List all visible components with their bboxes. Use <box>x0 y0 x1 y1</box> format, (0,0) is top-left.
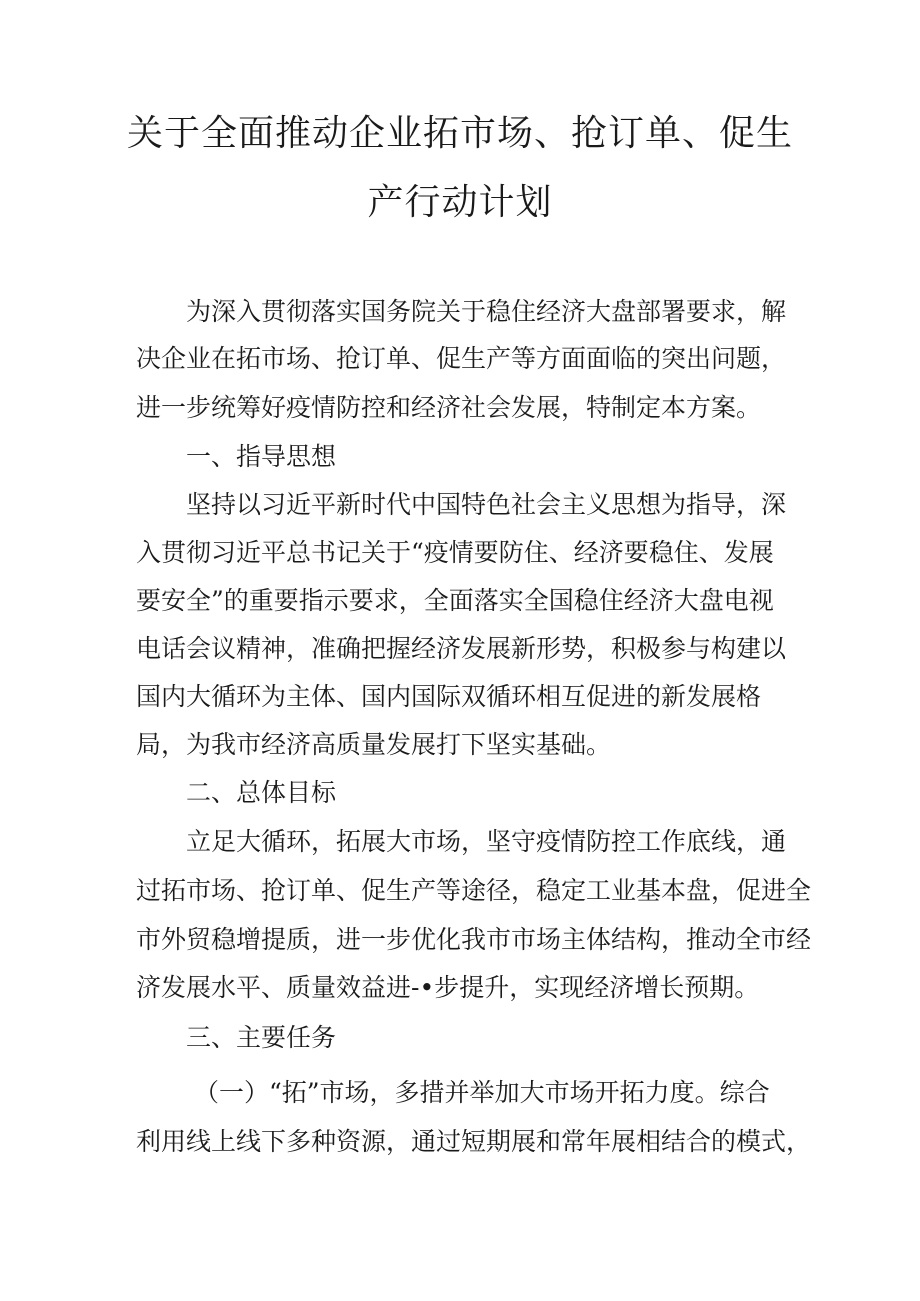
document-title-line-2: 产行动计划 <box>367 182 553 223</box>
paragraph-line: 电话会议精神，准确把握经济发展新形势，积极参与构建以 <box>136 634 787 663</box>
paragraph-line: 局，为我市经济高质量发展打下坚实基础。 <box>136 730 612 759</box>
paragraph-line: 进一步统筹好疫情防控和经济社会发展，特制定本方案。 <box>136 393 762 422</box>
section-heading: 一、指导思想 <box>186 442 337 471</box>
paragraph-line: 济发展水平、质量效益进-•步提升，实现经济增长预期。 <box>136 973 760 1002</box>
paragraph-line: 立足大循环，拓展大市场，坚守疫情防控工作底线，通 <box>186 827 787 856</box>
document-title-line-1: 关于全面推动企业拓市场、抢订单、促生 <box>126 113 793 154</box>
section-heading: 三、主要任务 <box>186 1023 337 1052</box>
section-heading: 二、总体目标 <box>186 778 337 807</box>
paragraph-line: 要安全”的重要指示要求，全面落实全国稳住经济大盘电视 <box>136 586 774 615</box>
paragraph-line: 为深入贯彻落实国务院关于稳住经济大盘部署要求，解 <box>186 297 787 326</box>
paragraph-line: 过拓市场、抢订单、促生产等途径，稳定工业基本盘，促进全 <box>136 876 812 905</box>
paragraph-line: 入贯彻习近平总书记关于“疫情要防住、经济要稳住、发展 <box>136 538 774 567</box>
paragraph-line: 国内大循环为主体、国内国际双循环相互促进的新发展格 <box>136 682 762 711</box>
paragraph-line: 坚持以习近平新时代中国特色社会主义思想为指导，深 <box>186 490 787 519</box>
paragraph-line: 决企业在拓市场、抢订单、促生产等方面面临的突出问题， <box>136 344 787 373</box>
paragraph-line: 利用线上线下多种资源，通过短期展和常年展相结合的模式， <box>136 1127 812 1156</box>
paragraph-line: 市外贸稳增提质，进一步优化我市市场主体结构，推动全市经 <box>136 925 812 954</box>
paragraph-line: （一）“拓”市场，多措并举加大市场开拓力度。综合 <box>194 1078 770 1107</box>
